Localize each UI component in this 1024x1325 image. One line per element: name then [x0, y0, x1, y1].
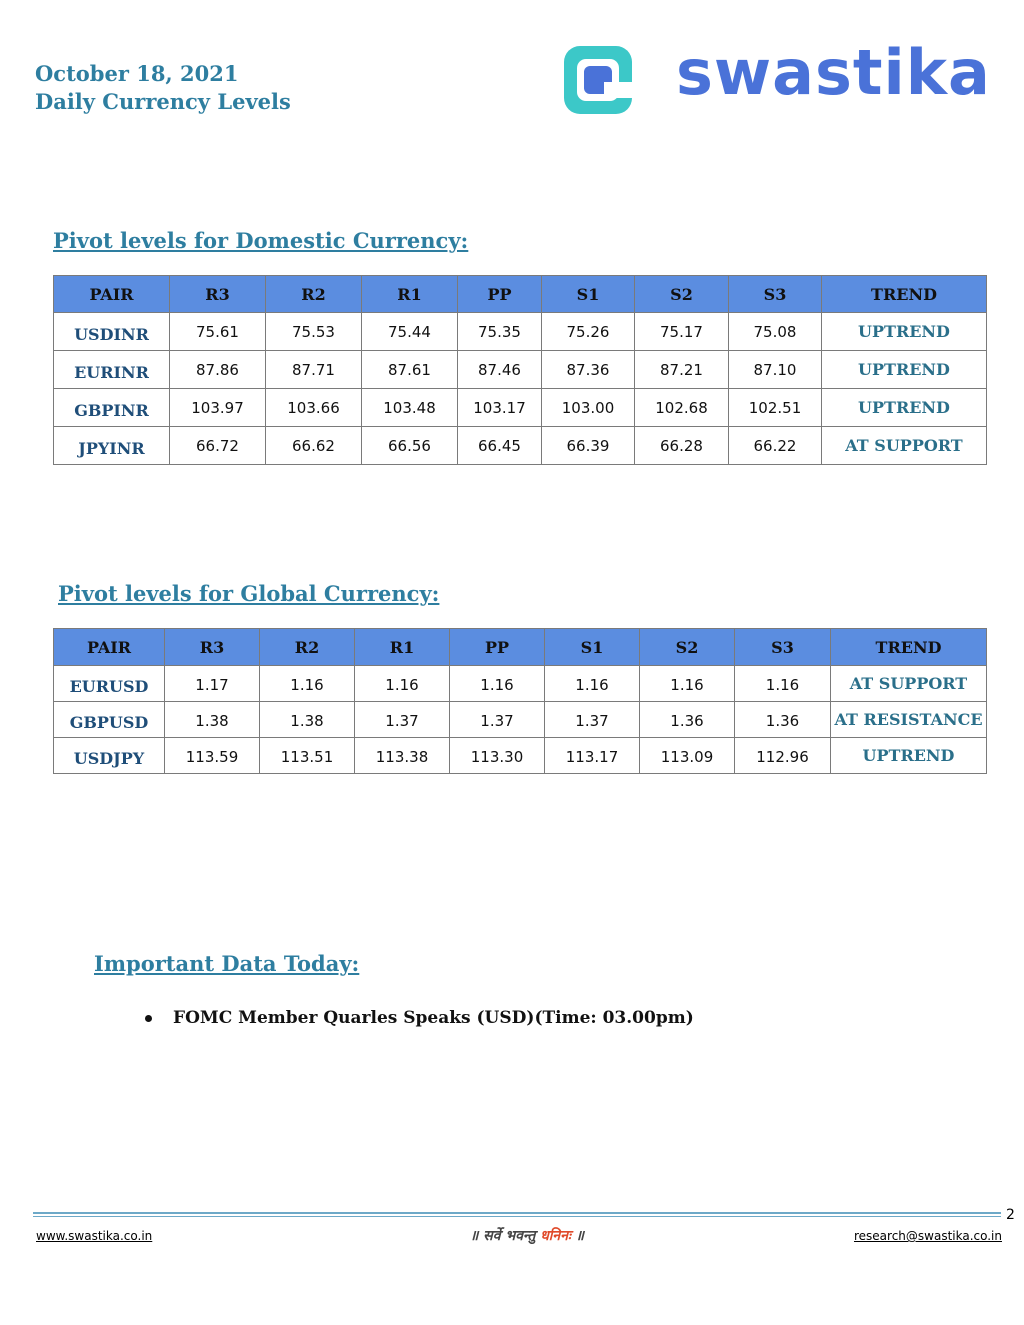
column-header: R3	[165, 629, 260, 666]
r2-cell: 113.51	[260, 738, 355, 774]
swastika-wordmark: swastika	[676, 36, 991, 109]
footer-divider-thin	[33, 1216, 1001, 1217]
r3-cell: 1.17	[165, 666, 260, 702]
trend-cell: AT SUPPORT	[831, 666, 987, 702]
page-number: 2	[1006, 1207, 1015, 1223]
pair-cell: JPYINR	[54, 427, 170, 465]
s1-cell: 103.00	[542, 389, 635, 427]
motto-end: ॥	[570, 1228, 585, 1244]
important-item-text: FOMC Member Quarles Speaks (USD)(Time: 03.00pm)	[173, 1008, 694, 1028]
pp-cell: 1.37	[450, 702, 545, 738]
r1-cell: 1.16	[355, 666, 450, 702]
column-header: R1	[355, 629, 450, 666]
s1-cell: 66.39	[542, 427, 635, 465]
r2-cell: 66.62	[266, 427, 362, 465]
r2-cell: 75.53	[266, 313, 362, 351]
s3-cell: 112.96	[735, 738, 831, 774]
r2-cell: 87.71	[266, 351, 362, 389]
column-header: PAIR	[54, 629, 165, 666]
s1-cell: 1.37	[545, 702, 640, 738]
column-header: PP	[458, 276, 542, 313]
r3-cell: 66.72	[170, 427, 266, 465]
s3-cell: 66.22	[729, 427, 822, 465]
pair-cell: EURINR	[54, 351, 170, 389]
s2-cell: 113.09	[640, 738, 735, 774]
trend-cell: UPTREND	[822, 351, 987, 389]
important-data-list	[145, 1008, 694, 1028]
footer-motto	[470, 1226, 584, 1245]
s3-cell: 87.10	[729, 351, 822, 389]
domestic-header-row	[54, 276, 987, 313]
s3-cell: 1.36	[735, 702, 831, 738]
r1-cell: 87.61	[362, 351, 458, 389]
r1-cell: 1.37	[355, 702, 450, 738]
trend-cell: UPTREND	[831, 738, 987, 774]
column-header: TREND	[822, 276, 987, 313]
trend-cell: UPTREND	[822, 313, 987, 351]
column-header: R3	[170, 276, 266, 313]
s3-cell: 1.16	[735, 666, 831, 702]
r3-cell: 1.38	[165, 702, 260, 738]
column-header: S2	[635, 276, 729, 313]
r1-cell: 66.56	[362, 427, 458, 465]
r3-cell: 75.61	[170, 313, 266, 351]
pp-cell: 1.16	[450, 666, 545, 702]
r1-cell: 75.44	[362, 313, 458, 351]
bullet-icon	[145, 1015, 152, 1022]
column-header: PAIR	[54, 276, 170, 313]
pair-cell: GBPUSD	[54, 702, 165, 738]
pair-cell: EURUSD	[54, 666, 165, 702]
s2-cell: 87.21	[635, 351, 729, 389]
domestic-pivot-table	[53, 275, 987, 465]
report-date: October 18, 2021	[35, 61, 239, 86]
swastika-logo-icon	[560, 42, 636, 118]
column-header: S1	[542, 276, 635, 313]
s3-cell: 102.51	[729, 389, 822, 427]
table-row	[54, 666, 987, 702]
r3-cell: 113.59	[165, 738, 260, 774]
pair-cell: USDINR	[54, 313, 170, 351]
report-subtitle: Daily Currency Levels	[35, 89, 291, 114]
global-header-row	[54, 629, 987, 666]
r2-cell: 1.16	[260, 666, 355, 702]
pp-cell: 87.46	[458, 351, 542, 389]
global-pivot-table	[53, 628, 987, 774]
table-row	[54, 313, 987, 351]
r1-cell: 103.48	[362, 389, 458, 427]
r3-cell: 103.97	[170, 389, 266, 427]
motto-accent: धनिनः	[540, 1228, 571, 1244]
s2-cell: 1.16	[640, 666, 735, 702]
column-header: R2	[266, 276, 362, 313]
s2-cell: 66.28	[635, 427, 729, 465]
email-link[interactable]: research@swastika.co.in	[853, 1229, 1002, 1243]
s2-cell: 75.17	[635, 313, 729, 351]
column-header: S1	[545, 629, 640, 666]
trend-cell: AT SUPPORT	[822, 427, 987, 465]
r2-cell: 1.38	[260, 702, 355, 738]
footer-divider	[33, 1212, 1001, 1214]
r2-cell: 103.66	[266, 389, 362, 427]
motto-start: ॥ सर्वे भवन्तु	[470, 1228, 541, 1244]
swastika-logo	[560, 36, 1010, 120]
trend-cell: UPTREND	[822, 389, 987, 427]
s3-cell: 75.08	[729, 313, 822, 351]
s2-cell: 102.68	[635, 389, 729, 427]
table-row	[54, 738, 987, 774]
column-header: PP	[450, 629, 545, 666]
s1-cell: 87.36	[542, 351, 635, 389]
r3-cell: 87.86	[170, 351, 266, 389]
column-header: R1	[362, 276, 458, 313]
table-row	[54, 351, 987, 389]
column-header: S3	[735, 629, 831, 666]
important-data-title: Important Data Today:	[94, 951, 360, 976]
table-row	[54, 427, 987, 465]
s1-cell: 1.16	[545, 666, 640, 702]
website-link[interactable]: www.swastika.co.in	[36, 1229, 153, 1243]
table-row	[54, 702, 987, 738]
global-section-title: Pivot levels for Global Currency:	[58, 581, 440, 606]
pair-cell: GBPINR	[54, 389, 170, 427]
trend-cell: AT RESISTANCE	[831, 702, 987, 738]
pp-cell: 66.45	[458, 427, 542, 465]
list-item	[145, 1008, 694, 1028]
column-header: R2	[260, 629, 355, 666]
pp-cell: 113.30	[450, 738, 545, 774]
report-header	[35, 60, 291, 116]
table-row	[54, 389, 987, 427]
domestic-section-title: Pivot levels for Domestic Currency:	[53, 228, 469, 253]
column-header: S3	[729, 276, 822, 313]
pair-cell: USDJPY	[54, 738, 165, 774]
r1-cell: 113.38	[355, 738, 450, 774]
column-header: TREND	[831, 629, 987, 666]
pp-cell: 103.17	[458, 389, 542, 427]
s1-cell: 113.17	[545, 738, 640, 774]
s2-cell: 1.36	[640, 702, 735, 738]
column-header: S2	[640, 629, 735, 666]
pp-cell: 75.35	[458, 313, 542, 351]
s1-cell: 75.26	[542, 313, 635, 351]
